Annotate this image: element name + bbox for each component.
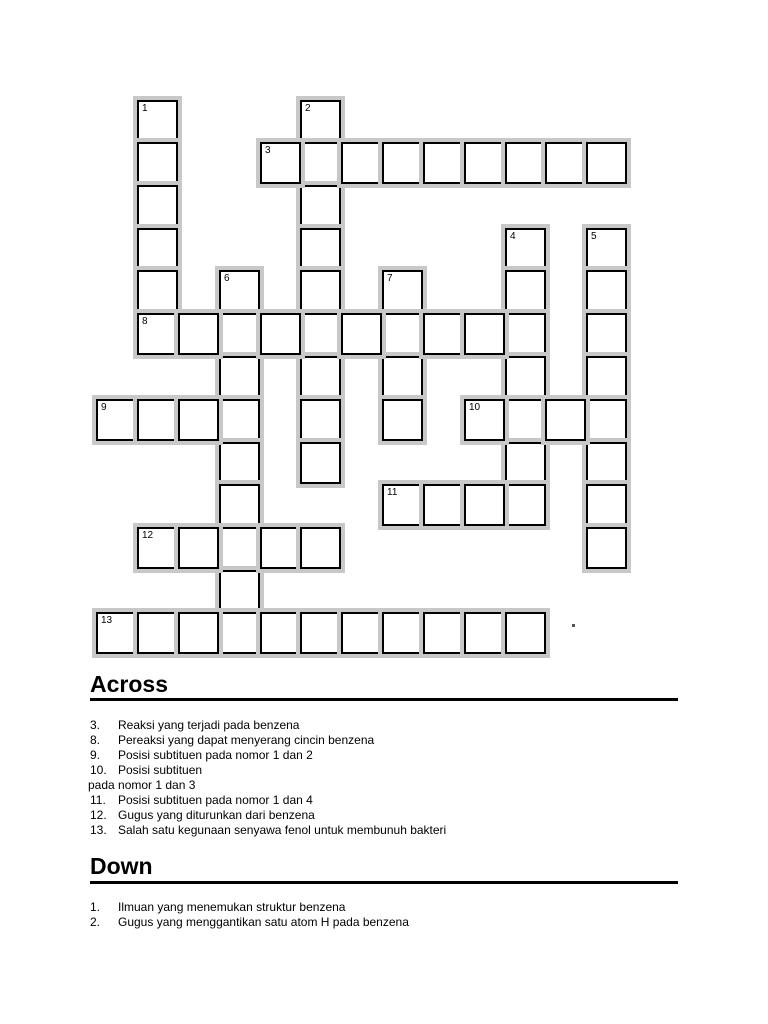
- crossword-cell[interactable]: [423, 612, 464, 654]
- crossword-cell[interactable]: [505, 442, 546, 484]
- crossword-cell[interactable]: [545, 142, 586, 184]
- crossword-cell[interactable]: [341, 612, 382, 654]
- crossword-cell[interactable]: [300, 185, 341, 227]
- crossword-cell[interactable]: [178, 313, 219, 355]
- crossword-cell[interactable]: [464, 484, 505, 526]
- clue-item: [90, 823, 446, 838]
- crossword-cell[interactable]: [505, 484, 546, 526]
- crossword-cell[interactable]: [137, 399, 178, 441]
- crossword-cell[interactable]: [219, 313, 260, 355]
- crossword-cell[interactable]: [586, 356, 627, 398]
- crossword-cell[interactable]: [505, 270, 546, 312]
- crossword-cell[interactable]: [300, 313, 341, 355]
- crossword-cell[interactable]: [505, 228, 546, 270]
- crossword-cell[interactable]: [178, 527, 219, 569]
- crossword-cell[interactable]: [219, 399, 260, 441]
- clue-item: [90, 718, 446, 733]
- crossword-cell[interactable]: [260, 527, 301, 569]
- clue-item-text: Salah satu kegunaan senyawa fenol untuk membunuh bakteri: [118, 823, 447, 837]
- clue-item: [90, 793, 446, 808]
- crossword-cell[interactable]: [137, 527, 178, 569]
- crossword-cell[interactable]: [586, 228, 627, 270]
- crossword-cell[interactable]: [586, 399, 627, 441]
- crossword-cell[interactable]: [300, 442, 341, 484]
- crossword-cell[interactable]: [505, 356, 546, 398]
- clue-item-text: pada nomor 1 dan 3: [88, 778, 196, 792]
- crossword-cell[interactable]: [260, 142, 301, 184]
- crossword-cell[interactable]: [96, 612, 137, 654]
- crossword-cell[interactable]: [137, 185, 178, 227]
- clue-item-number: 1.: [90, 900, 101, 914]
- crossword-cell[interactable]: [260, 612, 301, 654]
- clue-item-number: 10.: [90, 763, 107, 777]
- crossword-cell[interactable]: [96, 399, 137, 441]
- clue-item-text: Ilmuan yang menemukan struktur benzena: [118, 900, 346, 914]
- clue-item-number: 8.: [90, 733, 101, 747]
- across-clue-list: [90, 718, 446, 838]
- crossword-cell[interactable]: [505, 313, 546, 355]
- crossword-cell[interactable]: [341, 313, 382, 355]
- crossword-cell[interactable]: [178, 612, 219, 654]
- clue-number: 7: [387, 273, 393, 284]
- crossword-cell[interactable]: [423, 313, 464, 355]
- clue-number: 11: [387, 487, 398, 498]
- clue-number: 1: [142, 103, 148, 114]
- clue-item: [90, 900, 409, 915]
- clue-item-text: Gugus yang diturunkan dari benzena: [118, 808, 315, 822]
- clue-number: 5: [591, 231, 597, 242]
- down-clue-list: [90, 900, 409, 930]
- clue-number: 3: [265, 145, 271, 156]
- crossword-cell[interactable]: [341, 142, 382, 184]
- crossword-cell[interactable]: [586, 527, 627, 569]
- crossword-cell[interactable]: [178, 399, 219, 441]
- clue-number: 8: [142, 316, 148, 327]
- across-divider: [90, 698, 678, 701]
- crossword-cell[interactable]: [464, 612, 505, 654]
- crossword-cell[interactable]: [586, 442, 627, 484]
- clue-item-text: Pereaksi yang dapat menyerang cincin benzena: [118, 733, 375, 747]
- crossword-cell[interactable]: [505, 612, 546, 654]
- crossword-cell[interactable]: [219, 484, 260, 526]
- clue-item-text: Posisi subtituen pada nomor 1 dan 2: [118, 748, 313, 762]
- crossword-cell[interactable]: [300, 142, 341, 184]
- clue-item-number: 3.: [90, 718, 101, 732]
- crossword-cell[interactable]: [586, 313, 627, 355]
- down-heading: Down: [90, 853, 153, 879]
- clue-number: 2: [305, 103, 311, 114]
- crossword-cell[interactable]: [464, 142, 505, 184]
- clue-item: [90, 733, 446, 748]
- clue-item: [90, 808, 446, 823]
- clue-item-text: Posisi subtituen: [118, 763, 203, 777]
- crossword-cell[interactable]: [219, 356, 260, 398]
- clue-item: [88, 778, 446, 793]
- clue-item-text: Posisi subtituen pada nomor 1 dan 4: [118, 793, 313, 807]
- crossword-cell[interactable]: [260, 313, 301, 355]
- crossword-cell[interactable]: [300, 527, 341, 569]
- crossword-cell[interactable]: [423, 484, 464, 526]
- crossword-cell[interactable]: [505, 399, 546, 441]
- crossword-cell[interactable]: [505, 142, 546, 184]
- crossword-cell[interactable]: [300, 612, 341, 654]
- crossword-cell[interactable]: [464, 313, 505, 355]
- clue-item: [90, 748, 446, 763]
- clue-item-number: 11.: [90, 793, 106, 807]
- clue-item-number: 2.: [90, 915, 101, 929]
- crossword-cell[interactable]: [137, 228, 178, 270]
- across-heading: Across: [90, 671, 168, 697]
- clue-number: 13: [101, 615, 113, 626]
- crossword-cell[interactable]: [586, 142, 627, 184]
- crossword-cell[interactable]: [219, 570, 260, 612]
- crossword-cell[interactable]: [300, 270, 341, 312]
- stray-mark: [572, 624, 575, 627]
- crossword-cell[interactable]: [382, 270, 423, 312]
- clue-item-number: 9.: [90, 748, 101, 762]
- clue-item: [90, 915, 409, 930]
- crossword-cell[interactable]: [464, 399, 505, 441]
- clue-item: [90, 763, 446, 778]
- crossword-cell[interactable]: [219, 527, 260, 569]
- crossword-cell[interactable]: [586, 484, 627, 526]
- clue-number: 4: [510, 231, 516, 242]
- crossword-cell[interactable]: [382, 356, 423, 398]
- clue-item-text: Gugus yang menggantikan satu atom H pada benzena: [118, 915, 409, 929]
- crossword-cell[interactable]: [219, 442, 260, 484]
- clue-item-text: Reaksi yang terjadi pada benzena: [118, 718, 300, 732]
- crossword-cell[interactable]: [382, 142, 423, 184]
- crossword-cell[interactable]: [300, 356, 341, 398]
- crossword-cell[interactable]: [300, 399, 341, 441]
- crossword-cell[interactable]: [300, 100, 341, 142]
- crossword-cell[interactable]: [586, 270, 627, 312]
- down-divider: [90, 881, 678, 884]
- clue-number: 6: [224, 273, 230, 284]
- crossword-cell[interactable]: [137, 612, 178, 654]
- crossword-cell[interactable]: [137, 270, 178, 312]
- crossword-cell[interactable]: [137, 142, 178, 184]
- clue-item-number: 12.: [90, 808, 107, 822]
- crossword-cell[interactable]: [219, 270, 260, 312]
- crossword-cell[interactable]: [137, 100, 178, 142]
- clue-number: 9: [101, 402, 107, 413]
- crossword-cell[interactable]: [382, 313, 423, 355]
- crossword-cell[interactable]: [219, 612, 260, 654]
- clue-item-number: 13.: [90, 823, 107, 837]
- crossword-cell[interactable]: [300, 228, 341, 270]
- crossword-cell[interactable]: [545, 399, 586, 441]
- crossword-cell[interactable]: [382, 399, 423, 441]
- crossword-cell[interactable]: [137, 313, 178, 355]
- crossword-cell[interactable]: [423, 142, 464, 184]
- clue-number: 10: [469, 402, 481, 413]
- crossword-cell[interactable]: [382, 484, 423, 526]
- crossword-cell[interactable]: [382, 612, 423, 654]
- clue-number: 12: [142, 530, 154, 541]
